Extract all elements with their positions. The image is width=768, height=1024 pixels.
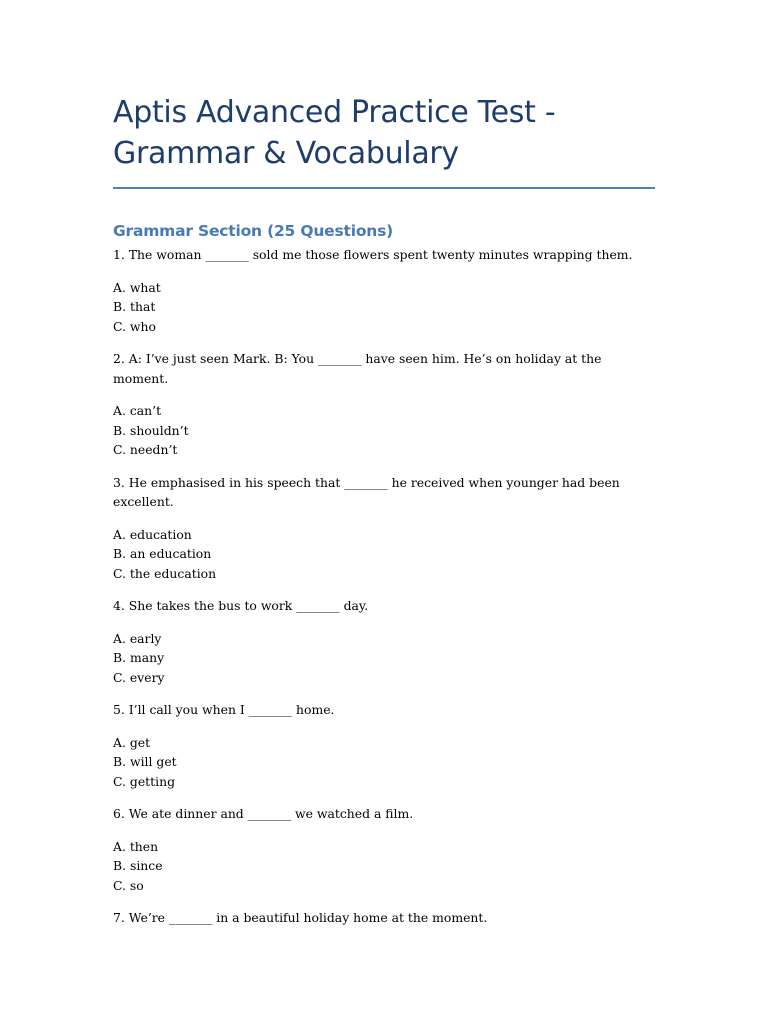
option-item: C. the education [113,565,217,581]
option-list [113,629,655,688]
question-block [113,245,655,336]
question-block [113,349,655,460]
question-text: 5. I’ll call you when I _______ home. [113,702,335,717]
question-block [113,908,655,928]
document-page [113,92,655,928]
option-item: B. many [113,650,165,665]
option-item: A. can’t [113,403,162,418]
document-title: Aptis Advanced Practice Test - Grammar & Vocabulary [113,95,556,171]
section-heading: Grammar Section (25 Questions) [113,222,394,240]
question-text: 3. He emphasised in his speech that _______ he received when younger had been excellent. [113,474,620,509]
option-item: C. so [113,877,144,893]
option-item: A. then [113,838,159,854]
question-text: 4. She takes the bus to work _______ day. [113,598,369,613]
question-block [113,596,655,687]
question-block [113,700,655,791]
option-item: B. since [113,858,163,873]
question-text: 7. We’re _______ in a beautiful holiday home at the moment. [113,910,488,925]
option-item: A. early [113,630,162,646]
option-list [113,837,655,896]
option-list [113,733,655,792]
question-block [113,473,655,584]
option-item: C. every [113,669,165,685]
option-item: B. that [113,299,156,314]
question-text: 6. We ate dinner and _______ we watched a film. [113,806,414,821]
option-list [113,401,655,460]
option-item: B. an education [113,546,212,561]
option-item: A. education [113,526,192,542]
option-item: C. who [113,318,156,334]
option-item: C. needn’t [113,442,178,457]
question-text: 1. The woman _______ sold me those flowers spent twenty minutes wrapping them. [113,247,633,262]
option-item: A. get [113,734,151,750]
title-underline [113,187,655,189]
question-text: 2. A: I’ve just seen Mark. B: You _______ have seen him. He’s on holiday at the moment. [113,351,602,386]
option-item: C. getting [113,773,176,789]
option-item: B. shouldn’t [113,422,189,438]
option-item: A. what [113,279,161,295]
option-list [113,278,655,337]
option-item: B. will get [113,754,177,769]
option-list [113,525,655,584]
question-block [113,804,655,895]
